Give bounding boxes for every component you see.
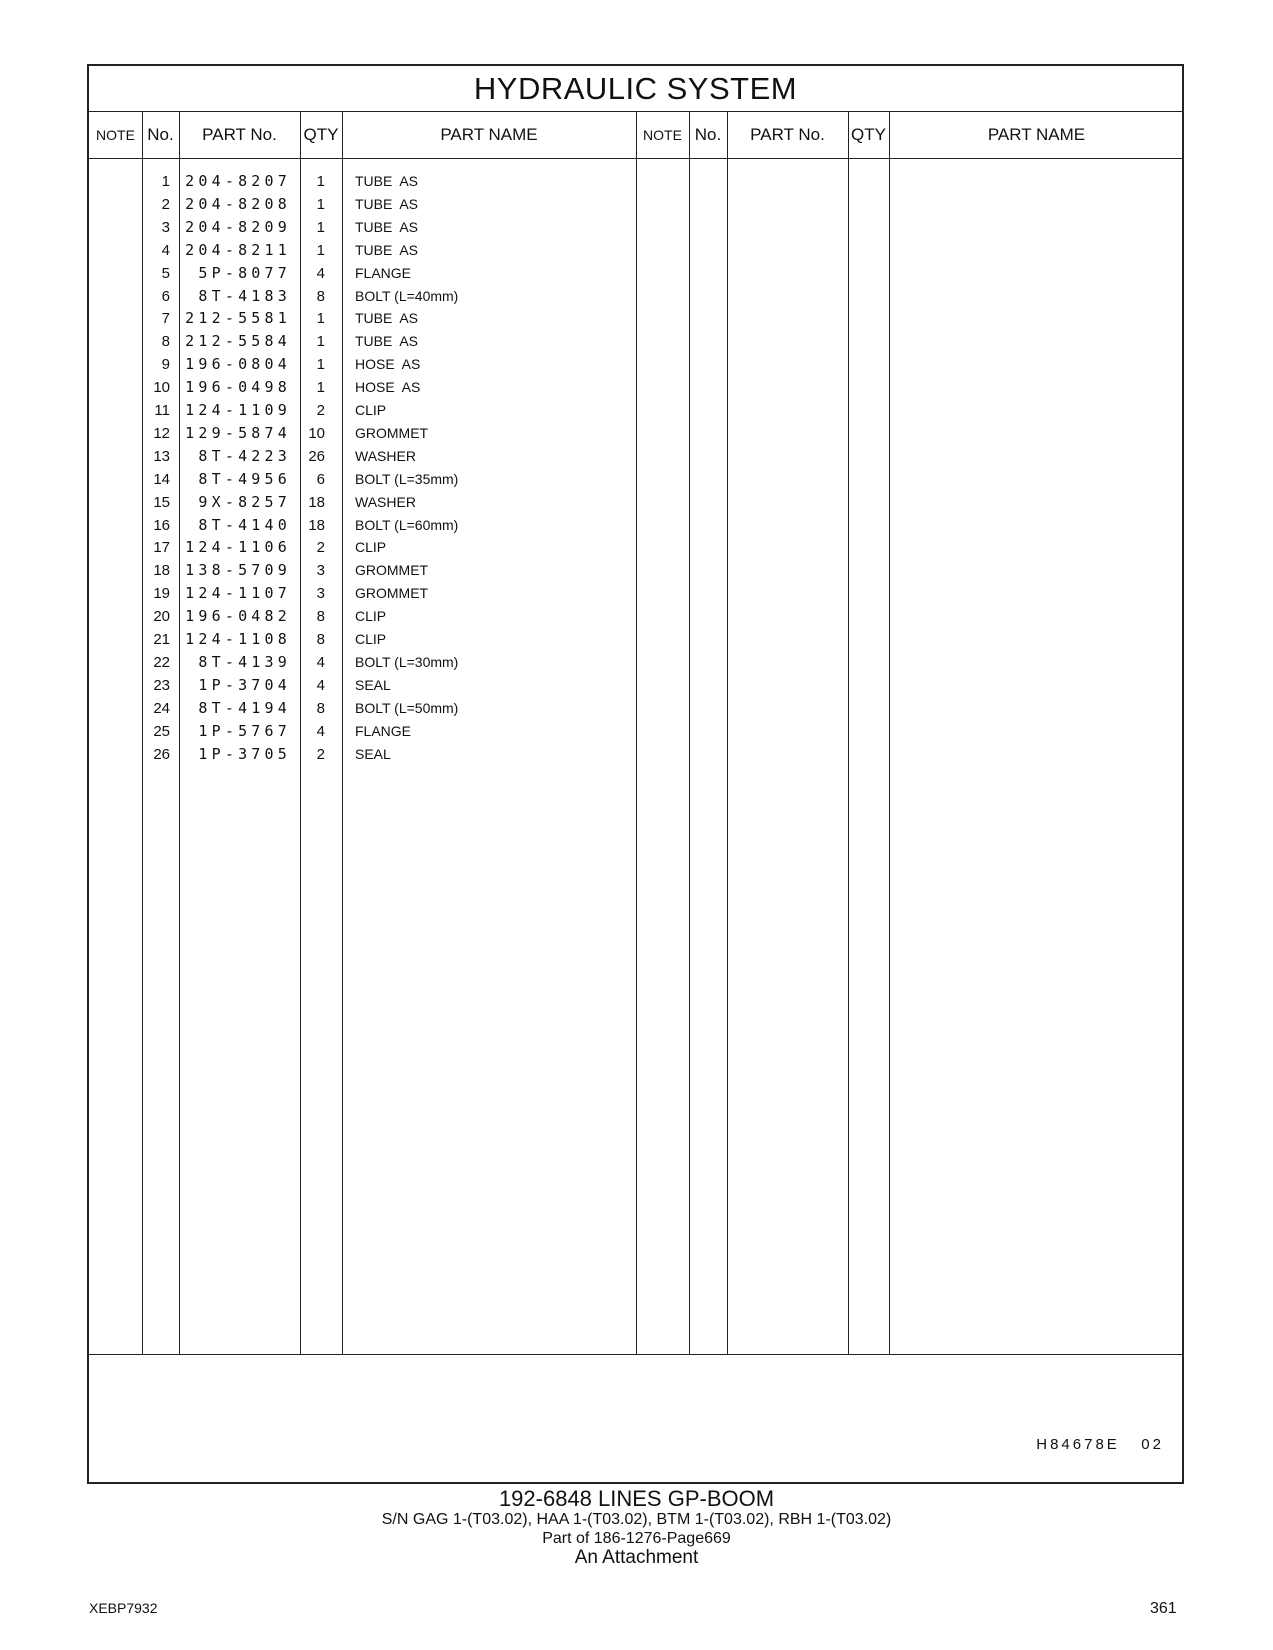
- part-number: 8T-4223: [198, 446, 291, 465]
- quantity: 4: [316, 676, 325, 694]
- part-name: TUBE AS: [355, 173, 419, 189]
- table-row: [89, 262, 1182, 285]
- table-row: [89, 674, 1182, 697]
- part-number: 196-0482: [185, 607, 291, 626]
- table-row: [89, 399, 1182, 422]
- item-number: 12: [153, 424, 170, 442]
- quantity: 8: [316, 287, 325, 305]
- header-part-name-right: PART NAME: [987, 125, 1086, 144]
- part-name: FLANGE: [355, 722, 412, 739]
- part-number: 129-5874: [185, 423, 291, 442]
- header-no-left: No.: [147, 125, 174, 144]
- part-number: 8T-4140: [198, 515, 291, 534]
- item-number: 22: [153, 653, 170, 671]
- quantity: 10: [308, 424, 325, 442]
- header-no-right: No.: [694, 125, 722, 144]
- part-name: BOLT (L=35mm): [355, 470, 459, 487]
- quantity: 4: [316, 722, 325, 740]
- quantity: 2: [316, 402, 325, 419]
- quantity: 8: [316, 699, 325, 717]
- attachment-label: An Attachment: [574, 1547, 699, 1568]
- item-number: 16: [153, 516, 170, 534]
- part-name: BOLT (L=30mm): [355, 653, 459, 670]
- part-name: SEAL: [355, 745, 391, 762]
- part-number: 1P-3704: [198, 675, 291, 694]
- table-row: [89, 468, 1182, 491]
- quantity: 1: [316, 195, 325, 213]
- quantity: 1: [316, 241, 325, 259]
- part-number: 124-1107: [185, 584, 291, 603]
- item-number: 6: [161, 287, 170, 305]
- page-number: 361: [1150, 1600, 1177, 1617]
- item-number: 8: [161, 333, 170, 351]
- part-name: SEAL: [355, 676, 391, 693]
- quantity: 2: [316, 539, 325, 557]
- table-row: [89, 445, 1182, 468]
- item-number: 19: [153, 585, 170, 603]
- table-row: [89, 353, 1182, 376]
- part-number: 204-8211: [185, 240, 291, 259]
- part-number: 9X-8257: [198, 492, 291, 511]
- table-bottom-divider: [89, 1354, 1182, 1355]
- item-number: 25: [153, 722, 170, 740]
- part-number: 8T-4194: [198, 698, 291, 717]
- header-note-right: NOTE: [643, 127, 682, 143]
- item-number: 5: [161, 264, 170, 282]
- part-name: GROMMET: [355, 562, 429, 579]
- part-number: 8T-4183: [198, 286, 291, 305]
- part-name: BOLT (L=60mm): [355, 516, 459, 533]
- item-number: 24: [153, 699, 170, 717]
- part-name: GROMMET: [355, 585, 429, 602]
- part-of-reference: Part of 186-1276-Page669: [542, 1530, 731, 1547]
- part-number: 138-5709: [185, 561, 291, 580]
- table-row: [89, 216, 1182, 239]
- part-name: BOLT (L=50mm): [355, 699, 459, 716]
- table-row: [89, 330, 1182, 353]
- part-number: 204-8208: [185, 194, 291, 213]
- quantity: 1: [316, 356, 325, 374]
- quantity: 8: [316, 608, 325, 626]
- quantity: 2: [316, 745, 325, 763]
- table-row: [89, 170, 1182, 193]
- illustration-code: H84678E 02: [1036, 1436, 1164, 1453]
- header-part-no-left: PART No.: [202, 125, 277, 144]
- part-name: CLIP: [355, 631, 387, 647]
- parts-list-frame: [87, 64, 1184, 1484]
- table-row: [89, 514, 1182, 537]
- part-number: 212-5584: [185, 332, 291, 351]
- part-number: 5P-8077: [198, 263, 291, 282]
- item-number: 21: [153, 631, 170, 648]
- part-name: CLIP: [355, 608, 387, 625]
- table-row: [89, 720, 1182, 743]
- serial-numbers: S/N GAG 1-(T03.02), HAA 1-(T03.02), BTM 1-(T03.02), RBH 1-(T03.02): [381, 1511, 892, 1528]
- item-number: 17: [153, 539, 170, 557]
- part-name: HOSE AS: [355, 379, 421, 396]
- table-row: [89, 193, 1182, 216]
- item-number: 11: [154, 402, 170, 419]
- header-qty-right: QTY: [851, 125, 886, 144]
- part-number: 8T-4956: [198, 469, 291, 488]
- table-row: [89, 239, 1182, 262]
- item-number: 20: [153, 608, 170, 626]
- item-number: 18: [153, 562, 170, 580]
- quantity: 3: [316, 585, 325, 603]
- part-name: WASHER: [355, 447, 416, 464]
- quantity: 4: [316, 653, 325, 671]
- part-name: CLIP: [355, 402, 387, 418]
- part-name: FLANGE: [355, 264, 412, 281]
- part-number: 124-1108: [185, 630, 291, 648]
- table-row: [89, 491, 1182, 514]
- table-row: [89, 605, 1182, 628]
- item-number: 15: [153, 493, 170, 511]
- part-number: 204-8209: [185, 217, 291, 236]
- item-number: 2: [161, 195, 170, 213]
- table-row: [89, 422, 1182, 445]
- table-row: [89, 697, 1182, 720]
- quantity: 3: [316, 562, 325, 580]
- part-name: TUBE AS: [355, 195, 419, 212]
- part-name: BOLT (L=40mm): [355, 287, 459, 304]
- quantity: 26: [308, 447, 325, 465]
- quantity: 8: [316, 631, 325, 648]
- header-note-left: NOTE: [96, 127, 135, 143]
- table-row: [89, 559, 1182, 582]
- quantity: 4: [316, 264, 325, 282]
- table-row: [89, 651, 1182, 674]
- table-row: [89, 536, 1182, 559]
- part-number: 1P-3705: [198, 744, 291, 763]
- item-number: 7: [161, 310, 170, 328]
- part-name: TUBE AS: [355, 310, 419, 327]
- part-number: 124-1106: [185, 538, 291, 557]
- part-number: 8T-4139: [198, 652, 291, 671]
- table-row: [89, 582, 1182, 605]
- header-qty-left: QTY: [303, 125, 339, 144]
- part-name: WASHER: [355, 493, 416, 510]
- item-number: 26: [153, 745, 170, 763]
- item-number: 3: [161, 218, 170, 236]
- item-number: 10: [153, 379, 170, 397]
- quantity: 6: [316, 470, 325, 488]
- part-name: TUBE AS: [355, 241, 419, 258]
- header-part-name-left: PART NAME: [440, 125, 538, 144]
- quantity: 18: [308, 516, 325, 534]
- part-name: CLIP: [355, 539, 387, 556]
- part-name: HOSE AS: [355, 356, 421, 373]
- quantity: 18: [308, 493, 325, 511]
- item-number: 9: [161, 356, 170, 374]
- quantity: 1: [316, 333, 325, 351]
- part-name: TUBE AS: [355, 218, 419, 235]
- item-number: 1: [161, 173, 170, 190]
- table-row: [89, 307, 1182, 330]
- item-number: 14: [153, 470, 170, 488]
- part-number: 196-0804: [185, 355, 291, 374]
- document-id: XEBP7932: [89, 1600, 158, 1616]
- part-number: 204-8207: [185, 172, 291, 190]
- part-name: GROMMET: [355, 424, 429, 441]
- header-part-no-right: PART No.: [750, 125, 825, 144]
- item-number: 4: [161, 241, 170, 259]
- group-title: 192-6848 LINES GP-BOOM: [498, 1486, 775, 1511]
- part-number: 124-1109: [185, 401, 291, 419]
- item-number: 23: [153, 676, 170, 694]
- quantity: 1: [316, 379, 325, 397]
- part-number: 196-0498: [185, 378, 291, 397]
- page-title: HYDRAULIC SYSTEM: [89, 66, 1182, 112]
- quantity: 1: [316, 310, 325, 328]
- table-row: [89, 743, 1182, 766]
- table-row: [89, 628, 1182, 651]
- part-name: TUBE AS: [355, 333, 419, 350]
- table-row: [89, 376, 1182, 399]
- table-row: [89, 285, 1182, 308]
- part-number: 212-5581: [185, 309, 291, 328]
- part-number: 1P-5767: [198, 721, 291, 740]
- item-number: 13: [153, 447, 170, 465]
- quantity: 1: [316, 173, 325, 190]
- quantity: 1: [316, 218, 325, 236]
